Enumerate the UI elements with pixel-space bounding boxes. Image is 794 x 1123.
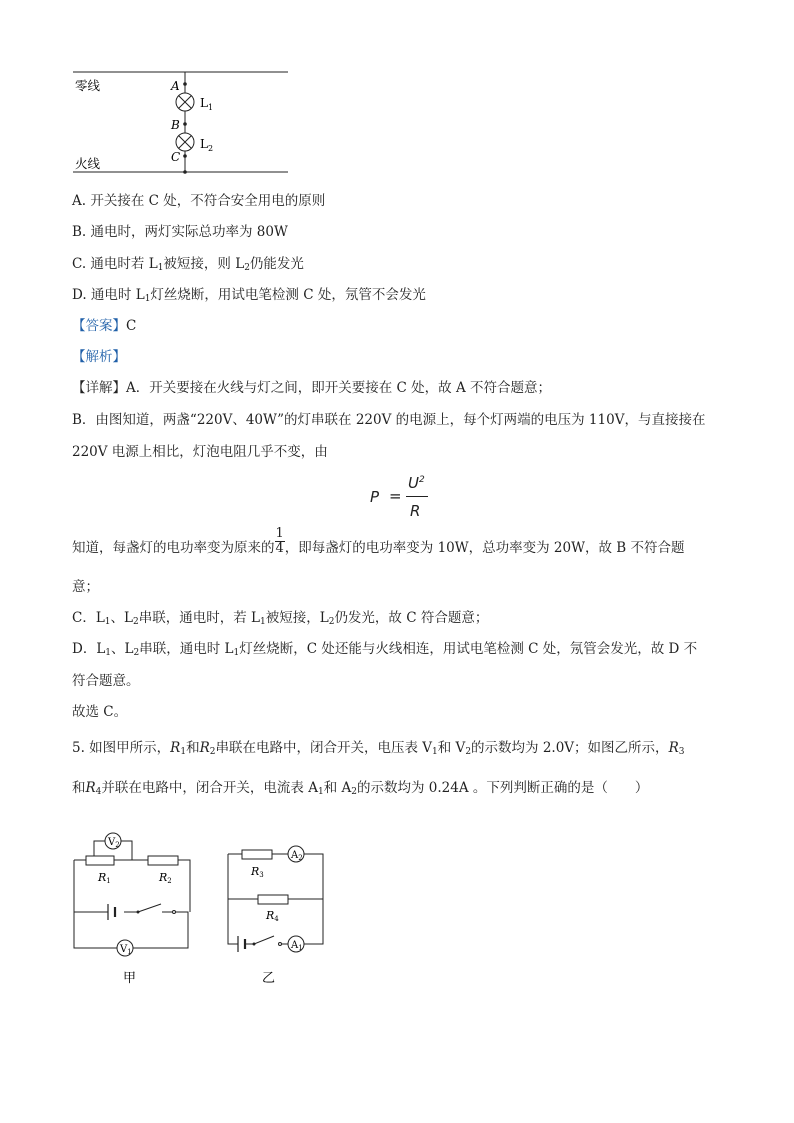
answer-value: C bbox=[126, 318, 137, 334]
parallel-circuit-diagram-yi bbox=[220, 838, 338, 988]
detail-b-line1: B．由图知道，两盏“220V、40W”的灯串联在 220V 的电源上，每个灯两端的电压为 110V，与直接接在 bbox=[72, 412, 706, 428]
detail-c: C．$L_1$、$L_2$串联，通电时，若 $L_1$被短接，$L_2$仍发光，故 C 符合题意； bbox=[72, 610, 489, 627]
option-d: D. 通电时 $L_1$灯丝烧断，用试电笔检测 C 处，氖管不会发光 bbox=[72, 287, 426, 304]
detail-a: 【详解】A．开关要接在火线与灯之间，即开关要接在 C 处，故 A 不符合题意； bbox=[72, 380, 551, 396]
lamp-l1-icon bbox=[176, 93, 194, 111]
junction-b bbox=[183, 122, 187, 126]
r3-label: R3 bbox=[251, 865, 264, 879]
lamp-l2-label: $L_2$ bbox=[200, 137, 214, 153]
resistor-r3 bbox=[242, 850, 272, 859]
resistor-r1 bbox=[86, 856, 114, 865]
detail-b-line4: 意； bbox=[72, 579, 99, 595]
svg-text:V2: $V_2$ bbox=[108, 837, 120, 849]
option-a: A. 开关接在 C 处，不符合安全用电的原则 bbox=[72, 193, 326, 209]
detail-d-line2: 符合题意。 bbox=[72, 673, 140, 689]
option-b: B. 通电时，两灯实际总功率为 80W bbox=[72, 224, 288, 240]
switch-icon bbox=[253, 936, 282, 946]
junction-c bbox=[183, 154, 187, 158]
ammeter-a1-icon bbox=[288, 936, 304, 952]
one-quarter-fraction: $\frac{1}{4}$ bbox=[275, 526, 284, 556]
detail-tag: 【详解】 bbox=[72, 380, 126, 396]
r2-label: R2 bbox=[159, 871, 172, 885]
point-b-label: B bbox=[171, 118, 180, 132]
analysis-tag: 【解析】 bbox=[72, 349, 126, 365]
battery-icon bbox=[108, 904, 115, 920]
lamp-series-circuit-diagram bbox=[70, 62, 300, 180]
neutral-wire-label: 零线 bbox=[75, 78, 101, 93]
live-wire-label: 火线 bbox=[75, 156, 101, 171]
lamp-l2-icon bbox=[176, 133, 194, 151]
voltmeter-v1-icon bbox=[117, 940, 133, 956]
question-5-line2: 和$R_4$并联在电路中，闭合开关，电流表 $A_1$和 $A_2$的示数均为 0.24A 。下列判断正确的是（ ） bbox=[72, 780, 649, 797]
svg-text:A2: $A_2$ bbox=[291, 850, 303, 862]
lamp-l1-label: $L_1$ bbox=[200, 96, 214, 112]
r1-label: R1 bbox=[98, 871, 111, 885]
svg-text:V1: $V_1$ bbox=[120, 944, 132, 956]
detail-b-line3: 知道，每盏灯的电功率变为原来的 $\frac{1}{4}$ ，即每盏灯的电功率变为 10W，总功率变为 20W，故 B 不符合题 bbox=[72, 526, 685, 556]
point-c-label: C bbox=[171, 150, 181, 164]
resistor-r4 bbox=[258, 895, 288, 904]
switch-icon bbox=[137, 904, 176, 914]
junction-c-live bbox=[183, 170, 187, 174]
svg-text:A1: $A_1$ bbox=[291, 940, 303, 952]
ammeter-a2-icon bbox=[288, 846, 304, 862]
series-circuit-diagram-jia bbox=[66, 816, 206, 988]
answer-tag: 【答案】 bbox=[72, 318, 126, 334]
battery-icon bbox=[238, 936, 245, 952]
detail-d-line1: D．$L_1$、$L_2$串联，通电时 $L_1$灯丝烧断，C 处还能与火线相连，用试电笔检测 C 处，氖管会发光，故 D 不 bbox=[72, 641, 698, 658]
detail-b-line2: 220V 电源上相比，灯泡电阻几乎不变，由 bbox=[72, 444, 328, 460]
answer-line bbox=[72, 317, 136, 335]
junction-a bbox=[183, 82, 187, 86]
figure-yi-caption: 乙 bbox=[262, 971, 276, 986]
question-5-line1: 5. 如图甲所示，$R_1$和$R_2$串联在电路中，闭合开关，电压表 $V_1$和 $V_2$的示数均为 2.0V；如图乙所示，$R_3$ bbox=[72, 740, 685, 757]
conclusion: 故选 C。 bbox=[72, 704, 128, 720]
point-a-label: A bbox=[171, 79, 180, 93]
r4-label: R4 bbox=[266, 909, 279, 923]
resistor-r2 bbox=[148, 856, 178, 865]
option-c: C. 通电时若 $L_1$被短接，则 $L_2$仍能发光 bbox=[72, 256, 304, 273]
figure-jia-caption: 甲 bbox=[123, 971, 137, 986]
voltmeter-v2-icon bbox=[105, 833, 121, 849]
